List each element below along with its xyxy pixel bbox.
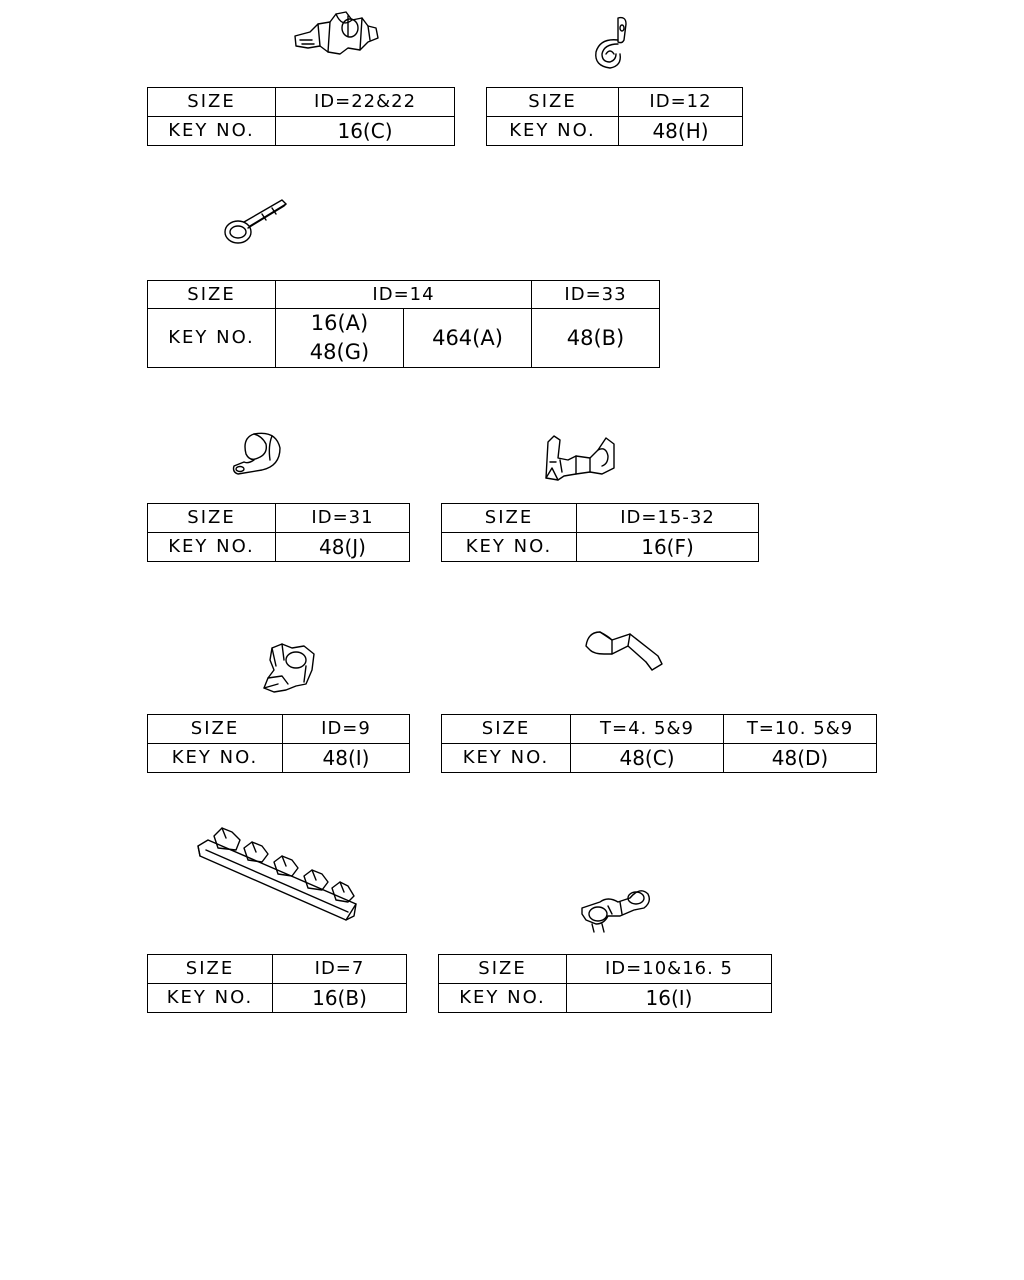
key-no-value: 464(A) [432,325,503,350]
size-value: ID=7 [273,955,407,984]
size-value: ID=12 [619,88,743,117]
spec-table-8 [147,954,407,1013]
key-no-cell [532,309,660,368]
key-no-value: 16(C) [276,117,455,146]
clamp-p-clip-icon [228,426,288,484]
size-label: SIZE [148,88,276,117]
key-no-value: 48(C) [571,744,724,773]
key-no-cell [404,309,532,368]
key-no-label: KEY NO. [442,744,571,773]
key-no-value: 48(I) [283,744,410,773]
key-no-value: 48(B) [566,325,625,350]
clamp-bent-bracket-icon [582,628,666,676]
spec-table-5 [441,503,759,562]
size-value: ID=15-32 [577,504,759,533]
spec-table-4 [147,503,410,562]
size-value: ID=33 [532,281,660,309]
size-value: T=10. 5&9 [724,715,877,744]
clamp-double-clip-icon [290,6,385,58]
size-value: ID=10&16. 5 [567,955,772,984]
size-value: ID=22&22 [276,88,455,117]
key-no-value: 16(B) [273,984,407,1013]
spec-table-2 [486,87,743,146]
spec-table-9 [438,954,772,1013]
key-no-label: KEY NO. [487,117,619,146]
clamp-multi-rail-icon [196,822,358,926]
key-no-value: 16(F) [577,533,759,562]
key-no-label: KEY NO. [148,117,276,146]
key-no-value: 48(H) [619,117,743,146]
key-no-value: 48(D) [724,744,877,773]
size-label: SIZE [442,715,571,744]
key-no-label: KEY NO. [148,744,283,773]
size-label: SIZE [148,715,283,744]
key-no-value: 16(I) [567,984,772,1013]
size-value: T=4. 5&9 [571,715,724,744]
key-no-label: KEY NO. [442,533,577,562]
clamp-small-holder-icon [258,640,320,696]
size-value: ID=9 [283,715,410,744]
key-no-value: 16(A) [310,311,369,335]
size-label: SIZE [439,955,567,984]
size-value: ID=14 [276,281,532,309]
key-no-label: KEY NO. [439,984,567,1013]
size-label: SIZE [148,955,273,984]
key-no-cell [276,309,404,368]
key-no-value: 48(J) [276,533,410,562]
key-no-label: KEY NO. [148,533,276,562]
clamp-double-ring-icon [578,880,654,934]
spec-table-7 [441,714,877,773]
key-no-label: KEY NO. [148,984,273,1013]
clamp-ring-strap-icon [222,196,292,248]
spec-table-1 [147,87,455,146]
size-label: SIZE [487,88,619,117]
clamp-holder-clip-icon [540,432,620,484]
spec-table-3 [147,280,660,368]
spec-table-6 [147,714,410,773]
clamp-tab-clip-icon [588,14,638,72]
size-label: SIZE [148,504,276,533]
size-label: SIZE [442,504,577,533]
size-label: SIZE [148,281,276,309]
size-value: ID=31 [276,504,410,533]
key-no-value: 48(G) [309,340,370,364]
key-no-label: KEY NO. [148,309,276,368]
